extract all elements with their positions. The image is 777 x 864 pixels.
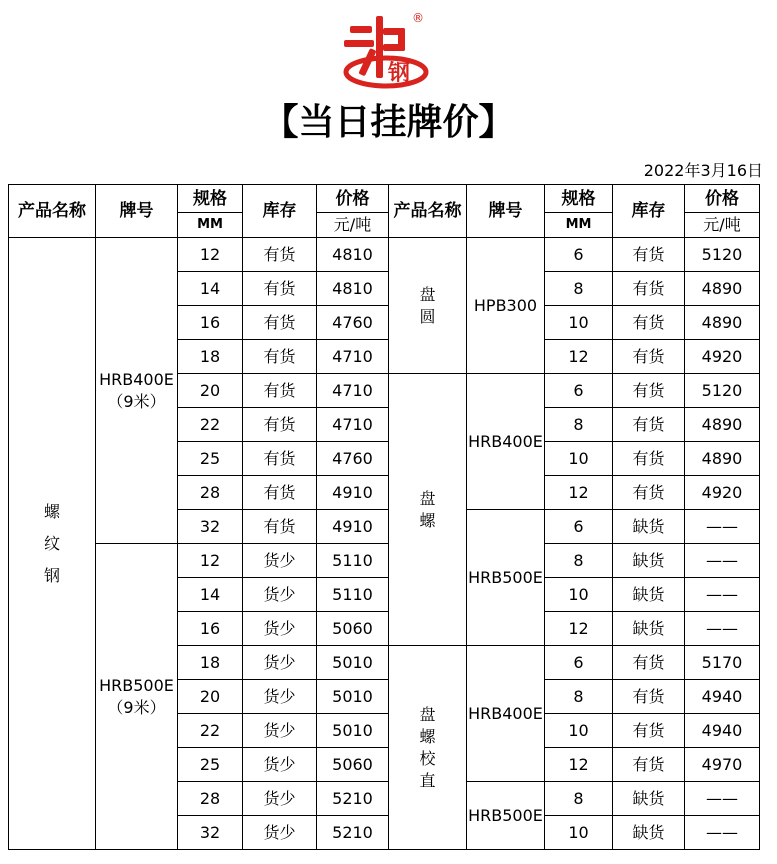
stock-cell-right: 缺货 — [613, 544, 685, 578]
grade-cell-right: HPB300 — [467, 238, 545, 374]
header-product-right: 产品名称 — [389, 185, 467, 238]
stock-cell-right: 有货 — [613, 340, 685, 374]
price-cell: 5110 — [317, 578, 389, 612]
spec-cell: 16 — [178, 612, 243, 646]
grade-cell-right: HRB500E — [467, 510, 545, 646]
price-cell-right: 4890 — [685, 442, 760, 476]
stock-cell: 有货 — [243, 442, 317, 476]
spec-cell-right: 10 — [545, 442, 613, 476]
price-cell: 4710 — [317, 340, 389, 374]
stock-cell: 有货 — [243, 476, 317, 510]
product-name-cell-right — [389, 374, 467, 646]
price-cell-right: —— — [685, 612, 760, 646]
price-cell-right: 5120 — [685, 374, 760, 408]
stock-cell-right: 有货 — [613, 408, 685, 442]
price-cell-right: 4890 — [685, 306, 760, 340]
spec-cell-right: 6 — [545, 238, 613, 272]
price-cell: 4760 — [317, 306, 389, 340]
product-name-cell-right-line: 螺 — [419, 510, 436, 530]
product-name-cell-right-line: 直 — [419, 770, 436, 790]
price-cell-right: 5170 — [685, 646, 760, 680]
header-price-unit-right: 元/吨 — [685, 213, 760, 238]
price-date: 2022年3月16日 — [643, 161, 763, 180]
stock-cell-right: 有货 — [613, 476, 685, 510]
product-name-cell-right-line: 盘 — [419, 704, 436, 724]
stock-cell: 货少 — [243, 714, 317, 748]
header-product: 产品名称 — [9, 185, 96, 238]
page-title: 【当日挂牌价】 — [262, 102, 515, 143]
product-name-cell-line: 纹 — [43, 533, 60, 553]
price-cell: 5060 — [317, 612, 389, 646]
header-spec: 规格 — [178, 185, 243, 213]
product-name-cell-right-line: 圆 — [419, 306, 436, 326]
price-cell-right: —— — [685, 816, 760, 850]
product-name-cell-right — [389, 238, 467, 374]
grade-cell — [96, 544, 178, 850]
spec-cell-right: 12 — [545, 748, 613, 782]
price-cell-right: —— — [685, 544, 760, 578]
price-cell-right: 4920 — [685, 476, 760, 510]
product-name-cell-right-line: 盘 — [419, 488, 436, 508]
spec-cell: 12 — [178, 544, 243, 578]
price-table — [8, 184, 760, 850]
grade-cell-line: （9米） — [107, 391, 166, 411]
spec-cell-right: 6 — [545, 510, 613, 544]
stock-cell-right: 缺货 — [613, 578, 685, 612]
price-cell-right: 4970 — [685, 748, 760, 782]
stock-cell: 货少 — [243, 816, 317, 850]
price-cell-right: 5120 — [685, 238, 760, 272]
spec-cell: 20 — [178, 374, 243, 408]
stock-cell: 有货 — [243, 374, 317, 408]
stock-cell: 有货 — [243, 408, 317, 442]
product-name-cell-right-line: 校 — [419, 748, 436, 768]
stock-cell: 货少 — [243, 680, 317, 714]
header-price-right: 价格 — [685, 185, 760, 213]
spec-cell: 20 — [178, 680, 243, 714]
spec-cell: 25 — [178, 748, 243, 782]
spec-cell-right: 10 — [545, 578, 613, 612]
stock-cell: 货少 — [243, 612, 317, 646]
header-spec-unit-right: MM — [545, 213, 613, 238]
price-cell: 5110 — [317, 544, 389, 578]
stock-cell: 有货 — [243, 510, 317, 544]
product-name-cell-right-line: 盘 — [419, 284, 436, 304]
stock-cell: 有货 — [243, 238, 317, 272]
stock-cell: 货少 — [243, 646, 317, 680]
product-name-cell-line: 螺 — [43, 501, 60, 521]
stock-cell: 货少 — [243, 782, 317, 816]
header-grade: 牌号 — [96, 185, 178, 238]
price-cell: 4710 — [317, 408, 389, 442]
header-stock: 库存 — [243, 185, 317, 238]
stock-cell: 有货 — [243, 340, 317, 374]
stock-cell: 货少 — [243, 544, 317, 578]
stock-cell: 有货 — [243, 306, 317, 340]
spec-cell: 18 — [178, 646, 243, 680]
spec-cell-right: 6 — [545, 646, 613, 680]
stock-cell-right: 有货 — [613, 714, 685, 748]
stock-cell-right: 有货 — [613, 238, 685, 272]
price-cell: 5010 — [317, 646, 389, 680]
price-cell-right: 4890 — [685, 408, 760, 442]
price-cell: 4810 — [317, 238, 389, 272]
spec-cell-right: 8 — [545, 272, 613, 306]
registered-mark: ® — [412, 11, 424, 25]
spec-cell-right: 10 — [545, 306, 613, 340]
price-cell: 4710 — [317, 374, 389, 408]
product-name-cell — [9, 238, 96, 850]
price-cell-right: 4940 — [685, 680, 760, 714]
spec-cell-right: 6 — [545, 374, 613, 408]
header-stock-right: 库存 — [613, 185, 685, 238]
stock-cell-right: 有货 — [613, 442, 685, 476]
stock-cell-right: 缺货 — [613, 816, 685, 850]
header-spec-unit: MM — [178, 213, 243, 238]
header-spec-right: 规格 — [545, 185, 613, 213]
stock-cell-right: 有货 — [613, 680, 685, 714]
spec-cell: 14 — [178, 272, 243, 306]
spec-cell-right: 8 — [545, 408, 613, 442]
price-cell: 4910 — [317, 476, 389, 510]
grade-cell-right: HRB400E — [467, 646, 545, 782]
price-table-body — [9, 238, 760, 850]
product-name-cell-right — [389, 646, 467, 850]
price-cell-right: 4920 — [685, 340, 760, 374]
grade-cell-line: （9米） — [107, 697, 166, 717]
price-cell: 4910 — [317, 510, 389, 544]
stock-cell-right: 缺货 — [613, 782, 685, 816]
price-cell-right: —— — [685, 578, 760, 612]
stock-cell: 有货 — [243, 272, 317, 306]
spec-cell: 14 — [178, 578, 243, 612]
table-row — [9, 544, 760, 578]
stock-cell-right: 有货 — [613, 748, 685, 782]
spec-cell-right: 8 — [545, 782, 613, 816]
spec-cell-right: 10 — [545, 714, 613, 748]
price-cell: 5210 — [317, 782, 389, 816]
spec-cell-right: 12 — [545, 340, 613, 374]
stock-cell: 货少 — [243, 748, 317, 782]
price-cell-right: 4940 — [685, 714, 760, 748]
stock-cell-right: 缺货 — [613, 510, 685, 544]
grade-cell-right: HRB400E — [467, 374, 545, 510]
stock-cell-right: 有货 — [613, 646, 685, 680]
spec-cell-right: 12 — [545, 612, 613, 646]
spec-cell-right: 12 — [545, 476, 613, 510]
spec-cell-right: 8 — [545, 680, 613, 714]
spec-cell-right: 10 — [545, 816, 613, 850]
spec-cell: 22 — [178, 714, 243, 748]
header-grade-right: 牌号 — [467, 185, 545, 238]
svg-text:钢: 钢 — [388, 61, 411, 86]
company-logo — [342, 8, 432, 90]
price-cell: 5010 — [317, 680, 389, 714]
price-cell-right: —— — [685, 782, 760, 816]
stock-cell-right: 有货 — [613, 306, 685, 340]
spec-cell: 25 — [178, 442, 243, 476]
price-cell: 4760 — [317, 442, 389, 476]
table-row — [9, 238, 760, 272]
spec-cell: 28 — [178, 782, 243, 816]
header-price: 价格 — [317, 185, 389, 213]
stock-cell: 货少 — [243, 578, 317, 612]
stock-cell-right: 有货 — [613, 272, 685, 306]
grade-cell — [96, 238, 178, 544]
product-name-cell-right-line: 螺 — [419, 726, 436, 746]
spec-cell: 32 — [178, 510, 243, 544]
header-price-unit: 元/吨 — [317, 213, 389, 238]
spec-cell: 12 — [178, 238, 243, 272]
price-cell: 4810 — [317, 272, 389, 306]
price-cell-right: 4890 — [685, 272, 760, 306]
stock-cell-right: 缺货 — [613, 612, 685, 646]
price-cell: 5210 — [317, 816, 389, 850]
price-cell: 5060 — [317, 748, 389, 782]
spec-cell: 28 — [178, 476, 243, 510]
spec-cell: 18 — [178, 340, 243, 374]
price-cell: 5010 — [317, 714, 389, 748]
grade-cell-line: HRB400E — [99, 369, 174, 389]
grade-cell-right: HRB500E — [467, 782, 545, 850]
spec-cell: 16 — [178, 306, 243, 340]
spec-cell-right: 8 — [545, 544, 613, 578]
spec-cell: 22 — [178, 408, 243, 442]
spec-cell: 32 — [178, 816, 243, 850]
price-cell-right: —— — [685, 510, 760, 544]
grade-cell-line: HRB500E — [99, 675, 174, 695]
stock-cell-right: 有货 — [613, 374, 685, 408]
product-name-cell-line: 钢 — [43, 565, 60, 585]
